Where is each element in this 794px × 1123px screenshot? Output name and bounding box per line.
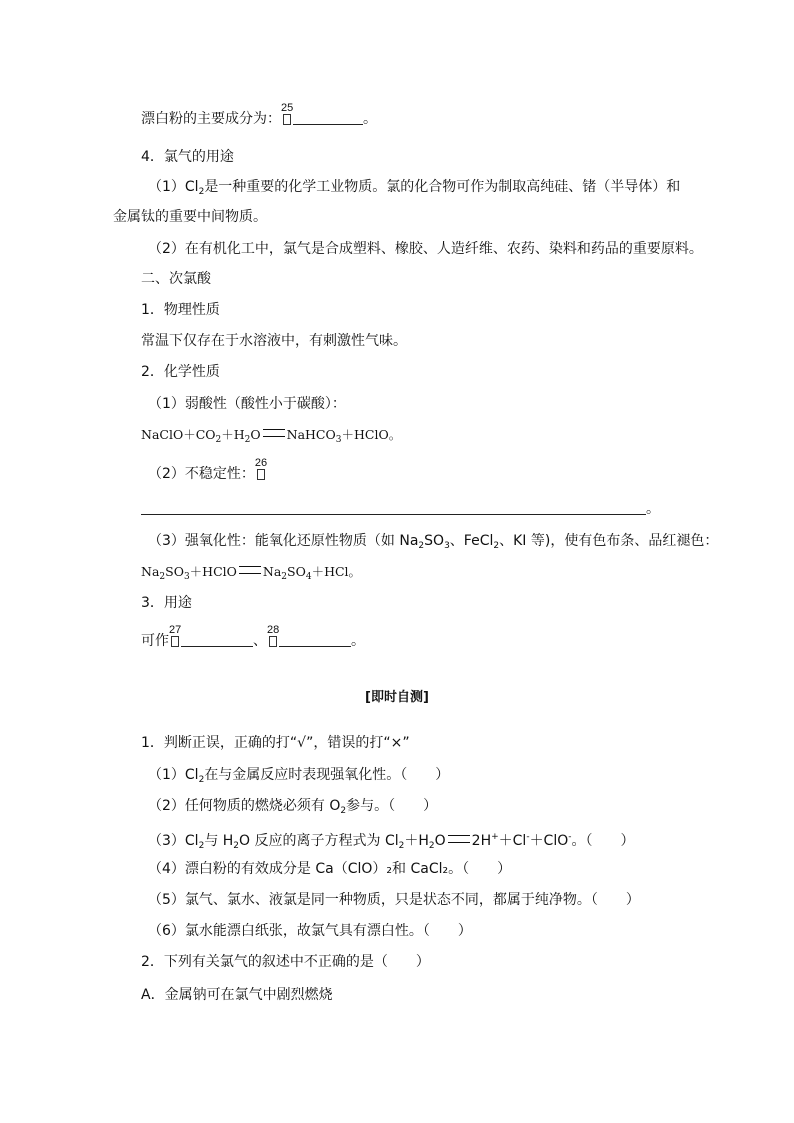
- answer-marker-27: 27: [170, 633, 180, 647]
- uses-title: 3．用途: [141, 595, 192, 611]
- weak-acid: （1）弱酸性（酸性小于碳酸）：: [148, 396, 346, 412]
- use-1-cont: 金属钛的重要中间物质。: [113, 209, 267, 225]
- use-2: （2）在有机化工中，氯气是合成塑料、橡胶、人造纤维、农药、染料和药品的重要原料。: [148, 241, 703, 257]
- answer-blank[interactable]: [293, 110, 363, 125]
- q1-item-2: （2）任何物质的燃烧必须有 $O_2$参与。（ ）: [148, 798, 438, 816]
- answer-blank[interactable]: [141, 500, 646, 515]
- q1-item-5: （5）氯气、氯水、液氯是同一种物质，只是状态不同，都属于纯净物。（ ）: [148, 892, 640, 908]
- equals-sign: [263, 429, 285, 437]
- use-1: $(1)Cl_2$是一种重要的化学工业物质。氯的化合物可作为制取高纯硅、锗（半导体）和: [148, 179, 681, 197]
- answer-marker-26: 26: [256, 466, 266, 480]
- answer-blank[interactable]: [181, 632, 253, 647]
- section-4-title: 4．氯气的用途: [141, 149, 234, 165]
- bleach-line: 漂白粉的主要成分为： 25 。: [141, 102, 377, 127]
- part-2-title: 二、次氯酸: [141, 271, 211, 287]
- physical-title: 1．物理性质: [141, 302, 220, 318]
- unstable-line: （2）不稳定性： 26: [148, 457, 268, 482]
- q1-item-4: （4）漂白粉的有效成分是 Ca（ClO）₂和 CaCl₂。（ ）: [148, 861, 512, 877]
- equation-1: $NaClO+CO_2+H_2O$ NaHCO$_3$＋HClO。: [141, 427, 402, 445]
- q2-option-a[interactable]: A．金属钠可在氯气中剧烈燃烧: [141, 987, 333, 1003]
- section-heading: [即时自测]: [365, 690, 429, 705]
- physical-text: 常温下仅存在于水溶液中，有刺激性气味。: [141, 333, 407, 349]
- q1-item-3: $(3)Cl_2$与 $H_2O$ 反应的离子方程式为 $Cl_2+H_2O$ 2H+＋Cl-＋ClO-。（ ）: [148, 832, 635, 851]
- unstable-blank-line: 。: [141, 500, 660, 518]
- question-1-title: 1．判断正误，正确的打“√”，错误的打“×”: [141, 735, 410, 751]
- answer-marker-28: 28: [268, 633, 278, 647]
- equals-sign: [239, 566, 261, 574]
- q1-item-6: （6）氯水能漂白纸张，故氯气具有漂白性。（ ）: [148, 923, 472, 939]
- chemical-title: 2．化学性质: [141, 364, 220, 380]
- uses-line: 可作 27 、 28 。: [141, 624, 365, 649]
- oxidizing-line: （3）强氧化性：能氧化还原性物质（如 $Na_2SO_3$、FeCl$_2$、KI 等)，使有色布条、品红褪色：: [148, 533, 719, 551]
- equation-2: $Na_2SO_3+HClO$ $Na_2SO_4+HCl$。: [141, 564, 362, 582]
- answer-marker-25: 25: [282, 111, 292, 125]
- answer-blank[interactable]: [279, 632, 351, 647]
- question-2-title: 2．下列有关氯气的叙述中不正确的是（ ）: [141, 954, 430, 970]
- equals-sign: [448, 835, 470, 843]
- q1-item-1: $(1)Cl_2$在与金属反应时表现强氧化性。（ ）: [148, 767, 450, 785]
